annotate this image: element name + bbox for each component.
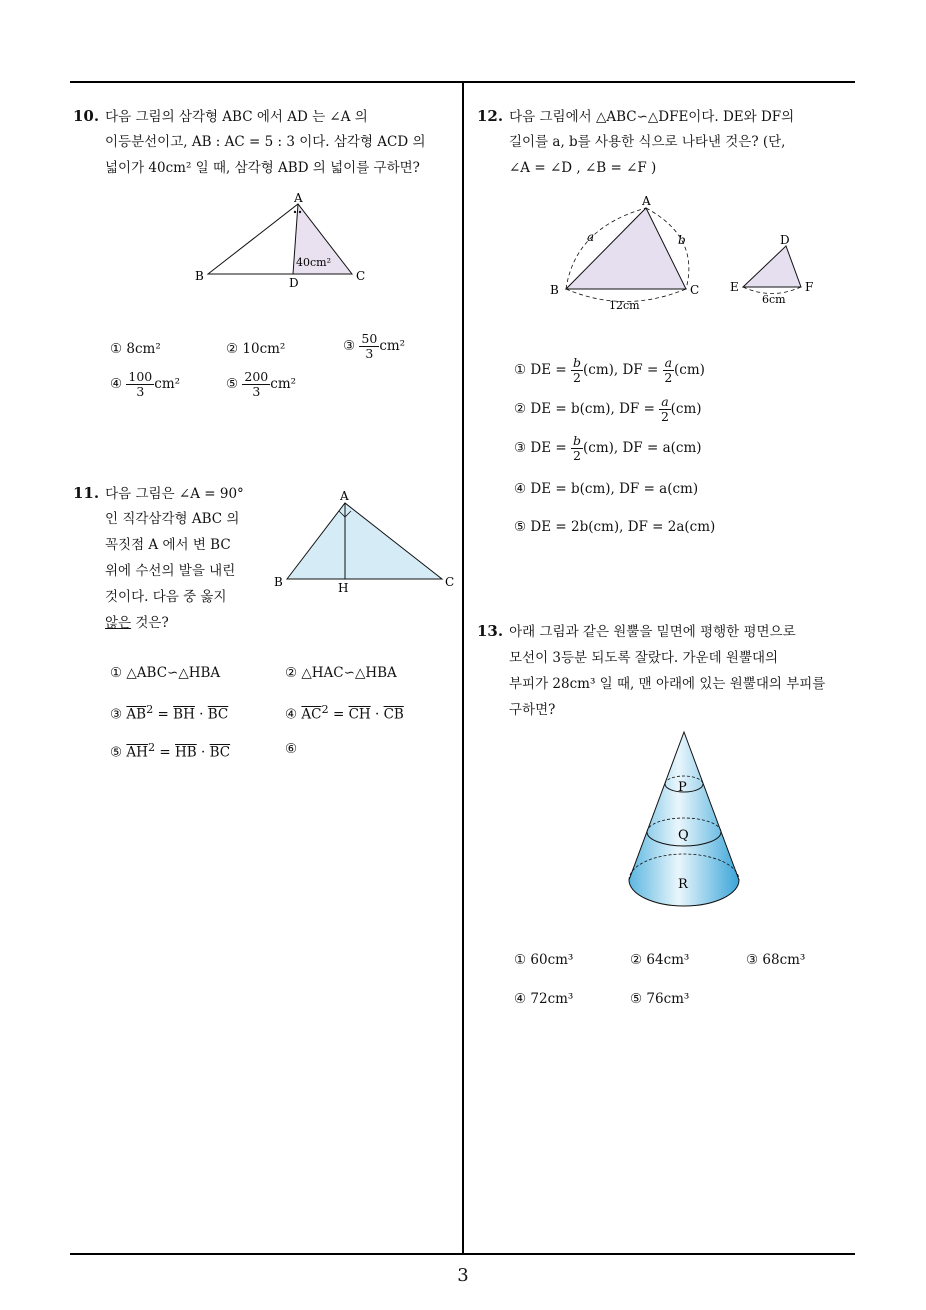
q12-label-c: C xyxy=(690,283,700,297)
q12-choice-1[interactable]: ① DE = $\frac{b}{2}$ (cm), DF = $\frac{a}{2}$ (cm) xyxy=(514,355,705,385)
q10-choice-4[interactable]: ④ $\frac{100}{3}$ cm² xyxy=(110,369,181,399)
q13-choice-5[interactable]: ⑤ 76cm³ xyxy=(630,991,690,1007)
q11-choice-2[interactable]: ② △HAC∽△HBA xyxy=(285,665,397,681)
q10-choice-3[interactable]: ③ $\frac{50}{3}$ cm² xyxy=(343,331,406,361)
q13-label-r: R xyxy=(678,877,688,892)
q12-label-e: E xyxy=(730,280,739,294)
q12-choice-3[interactable]: ③ DE = $\frac{b}{2}$ (cm), DF = a(cm) xyxy=(514,433,702,463)
q12-choice-2[interactable]: ② DE = b(cm), DF = $\frac{a}{2}$ (cm) xyxy=(514,394,702,424)
q11-label-h: H xyxy=(338,581,349,595)
q11-line-6: 않은 것은? xyxy=(105,615,169,631)
q12-label-ef-length: 6cm xyxy=(762,293,786,306)
q10-label-c: C xyxy=(356,269,366,283)
q12-label-side-a: a xyxy=(587,230,595,244)
q12-label-side-b: b xyxy=(678,233,686,247)
q13-line-1: 13. 아래 그림과 같은 원뿔을 밑면에 평행한 평면으로 xyxy=(477,622,796,640)
q10-line-1: 10. 다음 그림의 삼각형 ABC 에서 AD 는 ∠A 의 xyxy=(73,107,368,125)
q11-label-c: C xyxy=(445,575,455,589)
bottom-rule xyxy=(70,1253,855,1255)
q12-label-d: D xyxy=(780,233,790,247)
q10-area-label: 40cm² xyxy=(296,256,331,269)
q10-triangle-figure xyxy=(190,190,380,295)
q11-choice-3[interactable]: ③ $\overline{AB}^2 = \overline{BH} \cdot \overline{BC}$ xyxy=(110,703,229,723)
q13-choice-4[interactable]: ④ 72cm³ xyxy=(514,991,574,1007)
q12-label-bc-length: 12cm xyxy=(609,299,640,312)
q13-line-4: 구하면? xyxy=(509,702,556,718)
q13-line-2: 모선이 3등분 되도록 잘랐다. 가운데 원뿔대의 xyxy=(509,650,779,666)
q12-line-2: 길이를 a, b를 사용한 식으로 나타낸 것은? (단, xyxy=(509,134,786,150)
q10-number: 10. xyxy=(73,107,100,125)
q11-choice-4[interactable]: ④ $\overline{AC}^2 = \overline{CH} \cdot \overline{CB}$ xyxy=(285,703,404,723)
q13-label-p: P xyxy=(678,780,687,795)
column-divider xyxy=(462,83,464,1255)
q11-line-3: 꼭짓점 A 에서 변 BC xyxy=(105,537,231,553)
q10-label-b: B xyxy=(195,269,204,283)
q11-label-a: A xyxy=(340,489,349,503)
q11-choice-6[interactable]: ⑥ xyxy=(285,741,298,757)
q10-line-3: 넓이가 40cm² 일 때, 삼각형 ABD 의 넓이를 구하면? xyxy=(105,160,420,176)
q12-number: 12. xyxy=(477,107,504,125)
q11-label-b: B xyxy=(274,575,283,589)
q12-line-1: 12. 다음 그림에서 △ABC∽△DFE이다. DE와 DF의 xyxy=(477,107,795,125)
page-number: 3 xyxy=(457,1265,469,1286)
q10-line-2: 이등분선이고, AB : AC = 5 : 3 이다. 삼각형 ACD 의 xyxy=(105,134,426,150)
q10-label-d: D xyxy=(289,276,299,290)
q13-choice-3[interactable]: ③ 68cm³ xyxy=(746,952,806,968)
q12-label-b: B xyxy=(550,283,559,297)
q12-choice-4[interactable]: ④ DE = b(cm), DF = a(cm) xyxy=(514,481,699,497)
q12-choice-5[interactable]: ⑤ DE = 2b(cm), DF = 2a(cm) xyxy=(514,519,716,535)
q13-cone-figure xyxy=(620,728,750,910)
q10-choice-5[interactable]: ⑤ $\frac{200}{3}$ cm² xyxy=(226,369,297,399)
q13-choice-2[interactable]: ② 64cm³ xyxy=(630,952,690,968)
q10-label-a: A xyxy=(294,191,303,205)
q11-right-triangle-figure xyxy=(270,488,465,598)
q12-label-a: A xyxy=(642,194,651,208)
q11-line-1: 11. 다음 그림은 ∠A = 90° xyxy=(73,484,244,502)
q13-line-3: 부피가 28cm³ 일 때, 맨 아래에 있는 원뿔대의 부피를 xyxy=(509,676,826,692)
q10-choice-1[interactable]: ① 8cm² xyxy=(110,341,161,357)
q13-choice-1[interactable]: ① 60cm³ xyxy=(514,952,574,968)
q11-choice-5[interactable]: ⑤ $\overline{AH}^2 = \overline{HB} \cdot \overline{BC}$ xyxy=(110,741,231,761)
q12-similar-triangles-figure xyxy=(545,192,835,317)
q13-label-q: Q xyxy=(678,828,689,843)
q11-choice-1[interactable]: ① △ABC∽△HBA xyxy=(110,665,221,681)
q10-choice-2[interactable]: ② 10cm² xyxy=(226,341,286,357)
q13-number: 13. xyxy=(477,622,504,640)
q12-line-3: ∠A = ∠D , ∠B = ∠F ) xyxy=(509,160,657,176)
q12-label-f: F xyxy=(805,280,814,294)
q11-line-5: 것이다. 다음 중 옳지 xyxy=(105,589,227,605)
q11-number: 11. xyxy=(73,484,100,502)
q11-line-4: 위에 수선의 발을 내린 xyxy=(105,563,236,579)
q11-line-2: 인 직각삼각형 ABC 의 xyxy=(105,511,240,527)
